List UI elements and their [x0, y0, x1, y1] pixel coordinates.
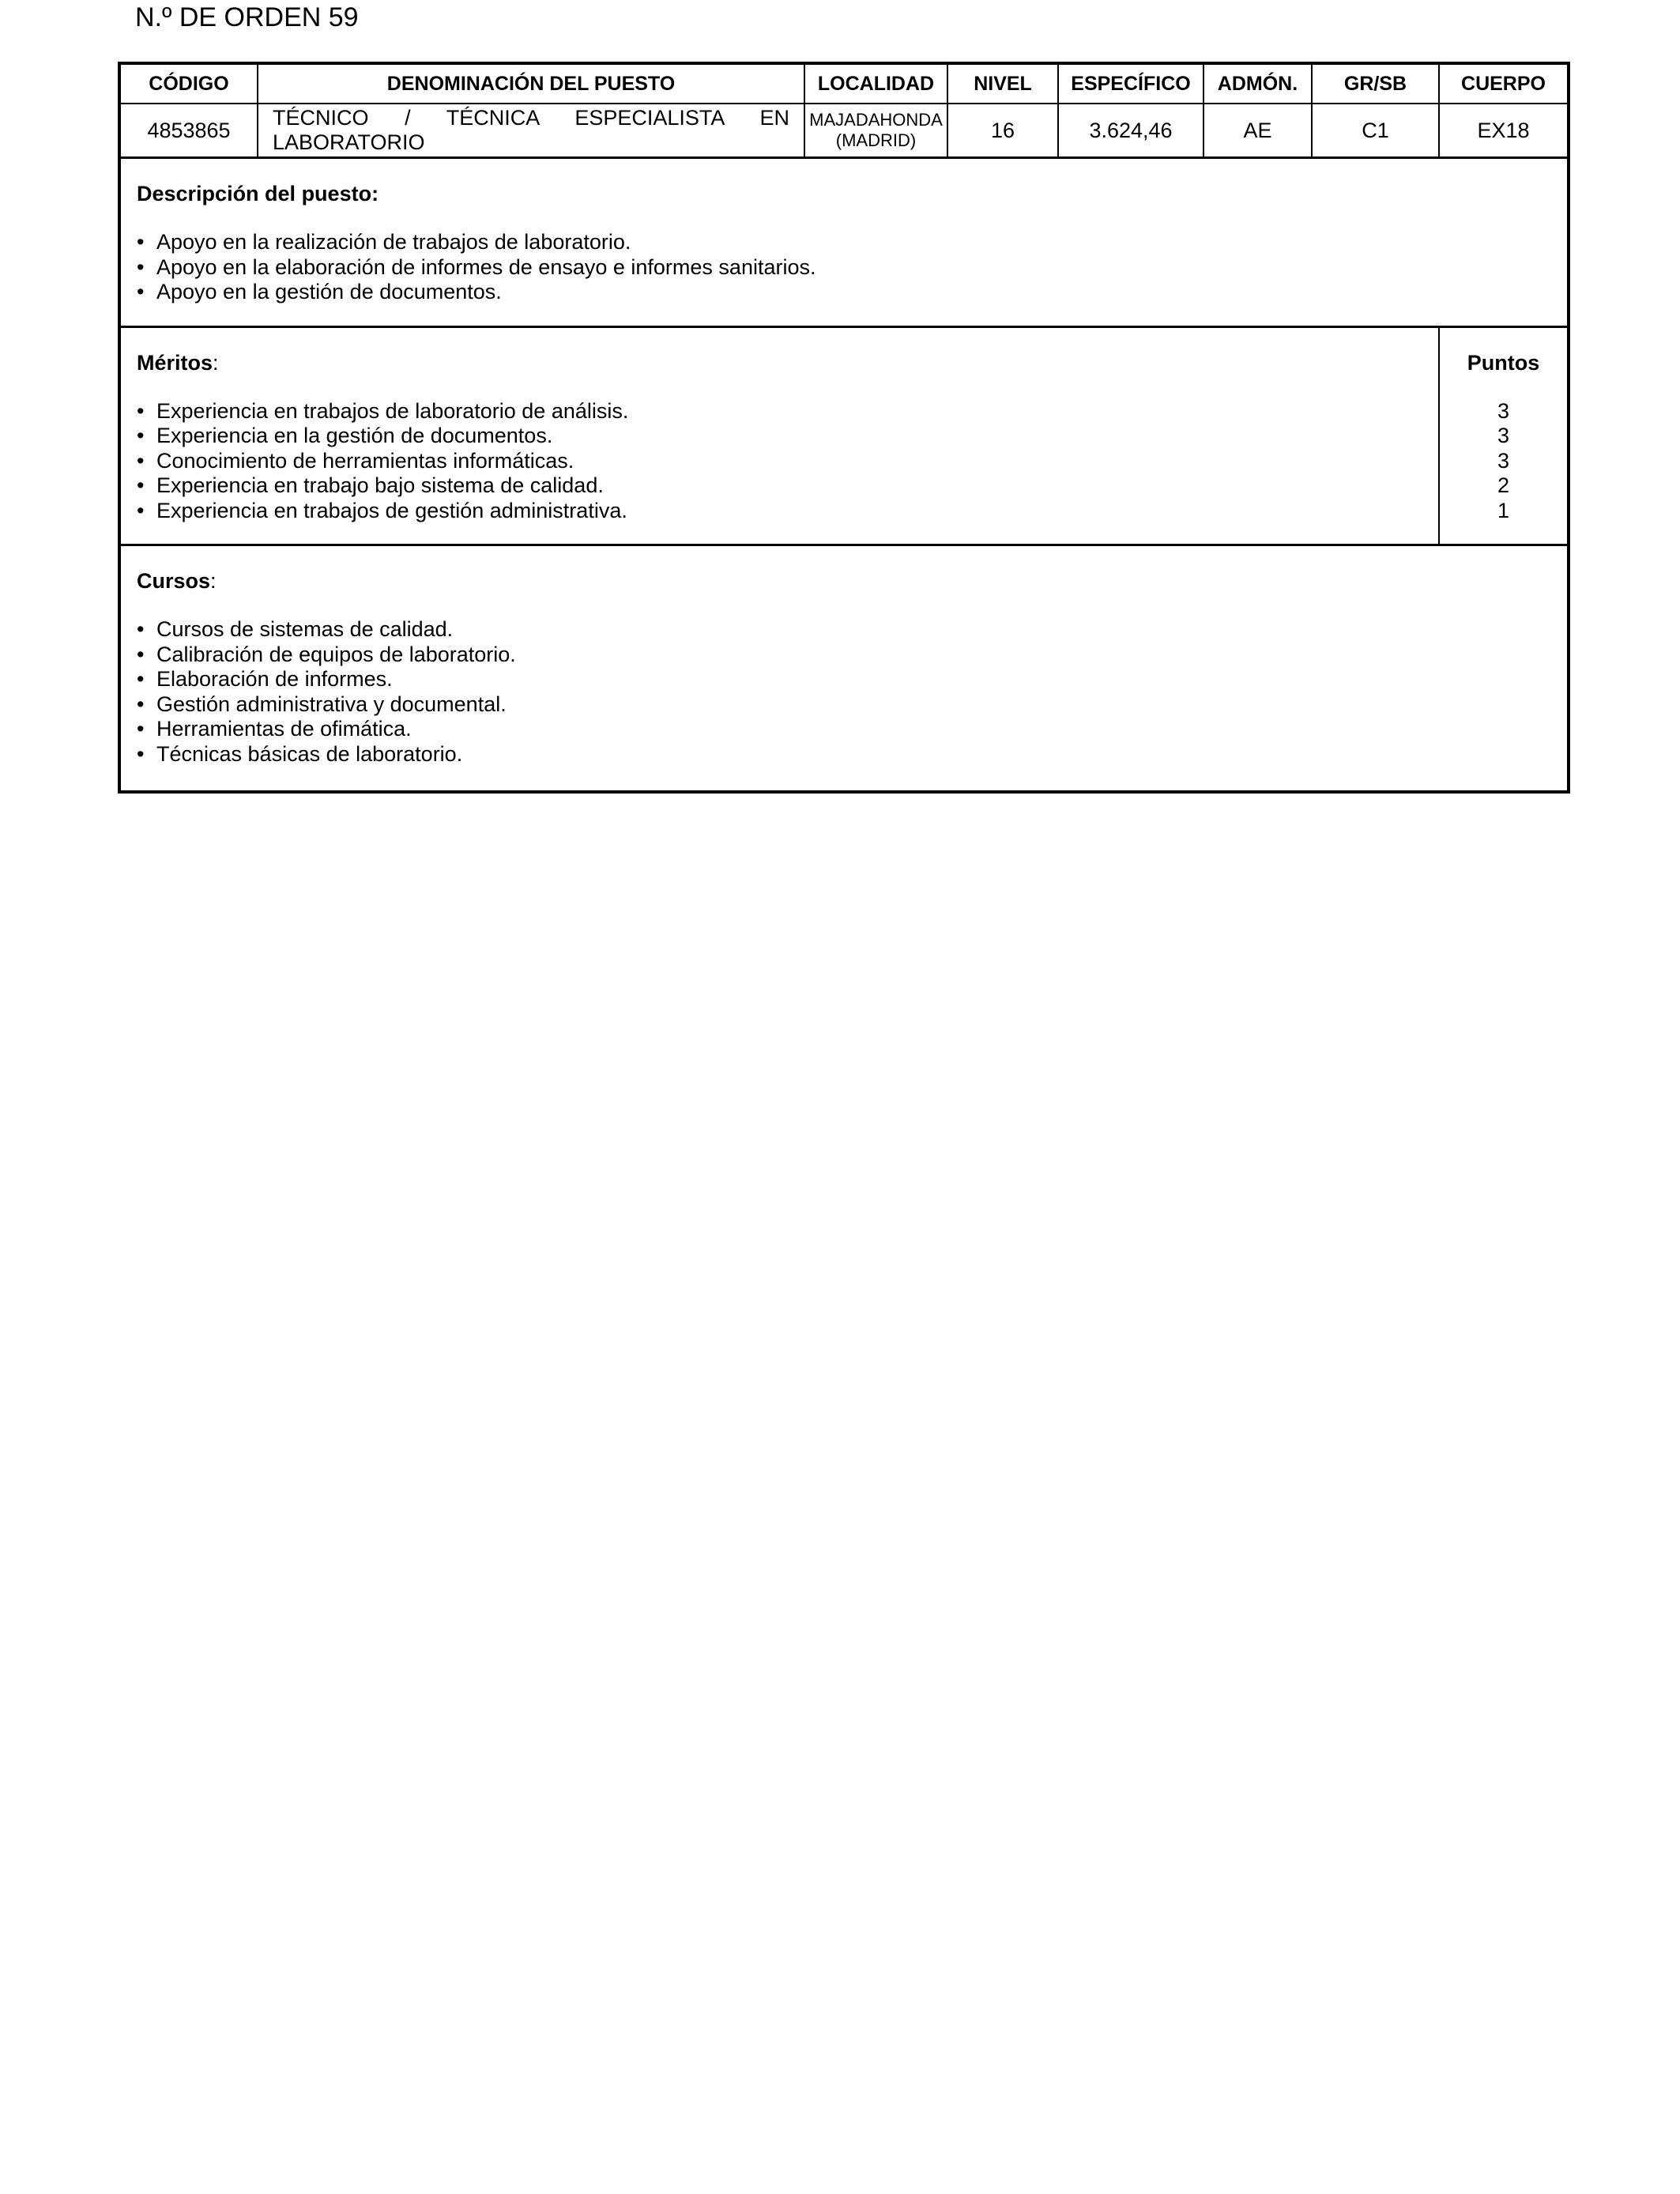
- job-position-sheet: [118, 62, 1570, 794]
- order-number-title: N.º DE ORDEN 59: [135, 2, 359, 32]
- list-item: • Apoyo en la realización de trabajos de laboratorio.: [137, 230, 1551, 255]
- courses-title: Cursos:: [137, 569, 217, 593]
- cell-denominacion: TÉCNICO / TÉCNICA ESPECIALISTA EN LABORATORIO: [258, 104, 804, 156]
- points-value: 2: [1497, 473, 1510, 497]
- header-especifico: ESPECÍFICO: [1058, 65, 1203, 104]
- list-item: • Experiencia en trabajos de laboratorio de análisis.: [137, 399, 1422, 424]
- cell-nivel: 16: [947, 104, 1058, 156]
- cell-grsb: C1: [1312, 104, 1439, 156]
- points-list: [1440, 399, 1567, 524]
- header-denominacion: DENOMINACIÓN DEL PUESTO: [258, 65, 804, 104]
- merits-list: [137, 399, 1422, 524]
- header-cuerpo: CUERPO: [1439, 65, 1567, 104]
- points-value: 3: [1497, 398, 1510, 423]
- courses-section: [121, 544, 1567, 790]
- list-item: • Elaboración de informes.: [137, 667, 1551, 692]
- header-grsb: GR/SB: [1312, 65, 1439, 104]
- courses-list: [137, 617, 1551, 767]
- position-header-table: [121, 65, 1567, 156]
- merits-section: [121, 326, 1567, 545]
- list-item: • Cursos de sistemas de calidad.: [137, 617, 1551, 643]
- cell-localidad-line2: (MADRID): [835, 130, 917, 150]
- cell-especifico: 3.624,46: [1058, 104, 1203, 156]
- points-value: 1: [1497, 498, 1510, 522]
- list-item: • Apoyo en la gestión de documentos.: [137, 280, 1551, 305]
- description-list: [137, 230, 1551, 305]
- points-column: [1438, 328, 1567, 545]
- header-nivel: NIVEL: [947, 65, 1058, 104]
- list-item: • Experiencia en trabajo bajo sistema de calidad.: [137, 473, 1422, 499]
- cell-admon: AE: [1203, 104, 1312, 156]
- table-row: [121, 104, 1567, 156]
- table-header-row: [121, 65, 1567, 104]
- points-value: 3: [1497, 448, 1510, 473]
- cell-cuerpo: EX18: [1439, 104, 1567, 156]
- list-item: • Gestión administrativa y documental.: [137, 692, 1551, 718]
- points-value: 3: [1497, 424, 1510, 447]
- list-item: • Experiencia en trabajos de gestión administrativa.: [137, 499, 1422, 524]
- list-item: • Conocimiento de herramientas informáticas.: [137, 449, 1422, 474]
- header-admon: ADMÓN.: [1203, 65, 1312, 104]
- cell-localidad: [804, 104, 947, 156]
- header-localidad: LOCALIDAD: [804, 65, 947, 104]
- description-section: [121, 156, 1567, 326]
- list-item: • Técnicas básicas de laboratorio.: [137, 742, 1551, 767]
- list-item: • Herramientas de ofimática.: [137, 717, 1551, 742]
- points-title: Puntos: [1467, 350, 1540, 375]
- list-item: • Apoyo en la elaboración de informes de ensayo e informes sanitarios.: [137, 255, 1551, 281]
- merits-title: Méritos:: [137, 350, 219, 375]
- cell-codigo: 4853865: [147, 118, 231, 142]
- list-item: • Experiencia en la gestión de documentos.: [137, 424, 1422, 449]
- list-item: • Calibración de equipos de laboratorio.: [137, 643, 1551, 668]
- cell-localidad-line1: MAJADAHONDA: [809, 110, 943, 130]
- header-codigo: CÓDIGO: [121, 65, 258, 104]
- description-title: Descripción del puesto:: [137, 182, 379, 205]
